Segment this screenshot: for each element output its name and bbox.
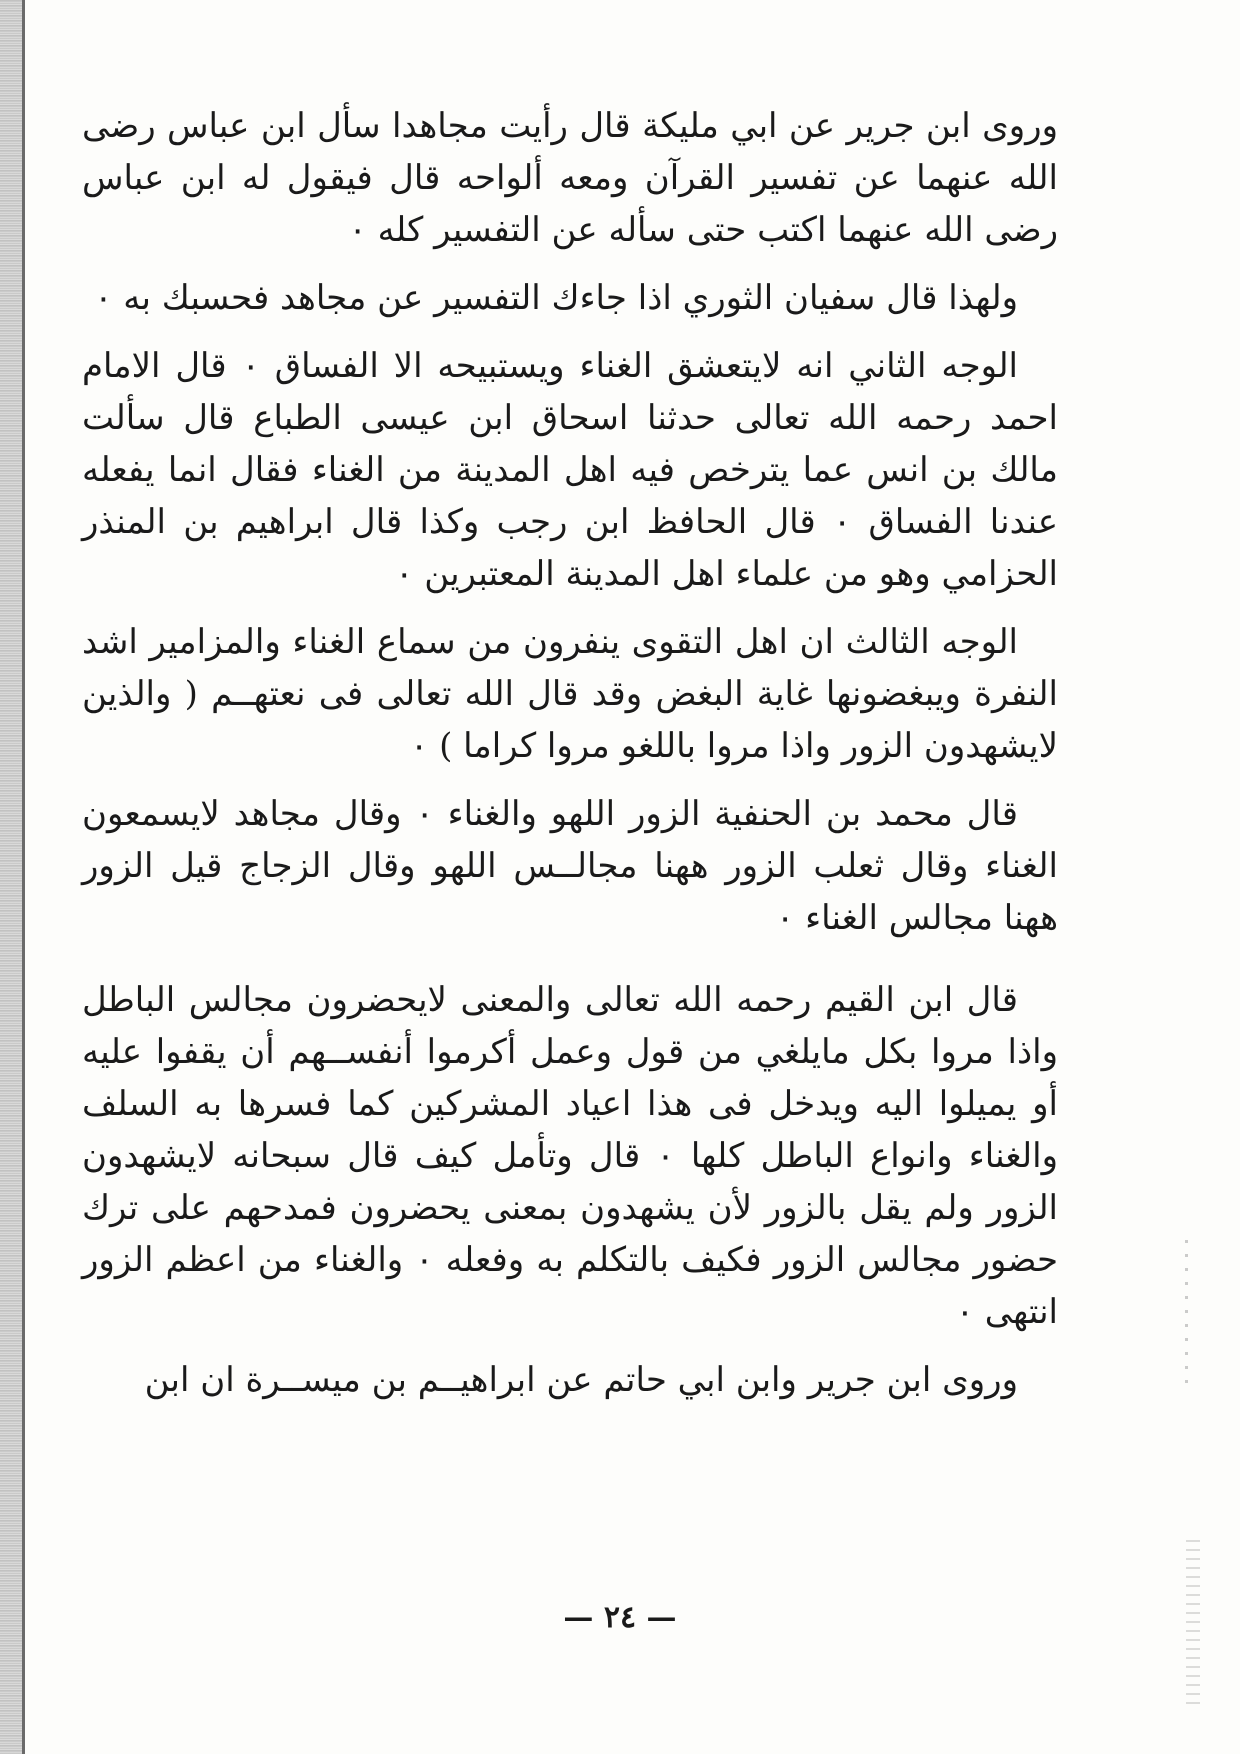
- page-number: — ٢٤ —: [563, 1600, 677, 1635]
- paragraph-ibn-jarir-mujahid: وروى ابن جرير عن ابي مليكة قال رأيت مجاهدا سأل ابن عباس رضى الله عنهما عن تفسير القرآن ومعه ألواحه قال فيقول له ابن عباس رضى الله عنهما اكتب حتى سأله عن التفسير كله ٠: [82, 106, 1058, 250]
- body-text: [82, 100, 1058, 1422]
- paragraph-ibn-qayyim: قال ابن القيم رحمه الله تعالى والمعنى لايحضرون مجالس الباطل واذا مروا بكل مايلغي من قول وعمل أكرموا أنفســهم أن يقفوا عليه أو يميلوا اليه ويدخل فى هذا اعياد المشركين كما فسرها به السلف والغناء وانواع الباطل كلها ٠ قال وتأمل كيف قال سبحانه لايشهدون الزور ولم يقل بالزور لأن يشهدون بمعنى يحضرون فمدحهم على ترك حضور مجالس الزور فكيف بالتكلم به وفعله ٠ والغناء من اعظم الزور انتهى ٠: [82, 980, 1058, 1332]
- scan-artifact-dots: [1185, 1240, 1188, 1390]
- paragraph-ibn-abi-hatim: وروى ابن جرير وابن ابي حاتم عن ابراهيــم بن ميســرة ان ابن: [144, 1360, 1018, 1400]
- paragraph-sufyan-thawri: ولهذا قال سفيان الثوري اذا جاءك التفسير عن مجاهد فحسبك به ٠: [94, 278, 1018, 318]
- paragraph-third-aspect: الوجه الثالث ان اهل التقوى ينفرون من سماع الغناء والمزامير اشد النفرة ويبغضونها غاية البغض وقد قال الله تعالى فى نعتهــم ( والذين لايشهدون الزور واذا مروا باللغو مروا كراما ) ٠: [82, 622, 1058, 766]
- paragraph-ibn-hanafiyya: قال محمد بن الحنفية الزور اللهو والغناء ٠ وقال مجاهد لايسمعون الغناء وقال ثعلب الزور ههنا مجالــس اللهو وقال الزجاج قيل الزور ههنا مجالس الغناء ٠: [82, 794, 1058, 938]
- book-binding-edge: [0, 0, 22, 1754]
- binding-shadow-line: [22, 0, 25, 1754]
- paragraph-second-aspect: الوجه الثاني انه لايتعشق الغناء ويستبيحه الا الفساق ٠ قال الامام احمد رحمه الله تعالى حدثنا اسحاق ابن عيسى الطباع قال سألت مالك بن انس عما يترخص فيه اهل المدينة من الغناء فقال انما يفعله عندنا الفساق ٠ قال الحافظ ابن رجب وكذا قال ابراهيم بن المنذر الحزامي وهو من علماء اهل المدينة المعتبرين ٠: [82, 346, 1058, 594]
